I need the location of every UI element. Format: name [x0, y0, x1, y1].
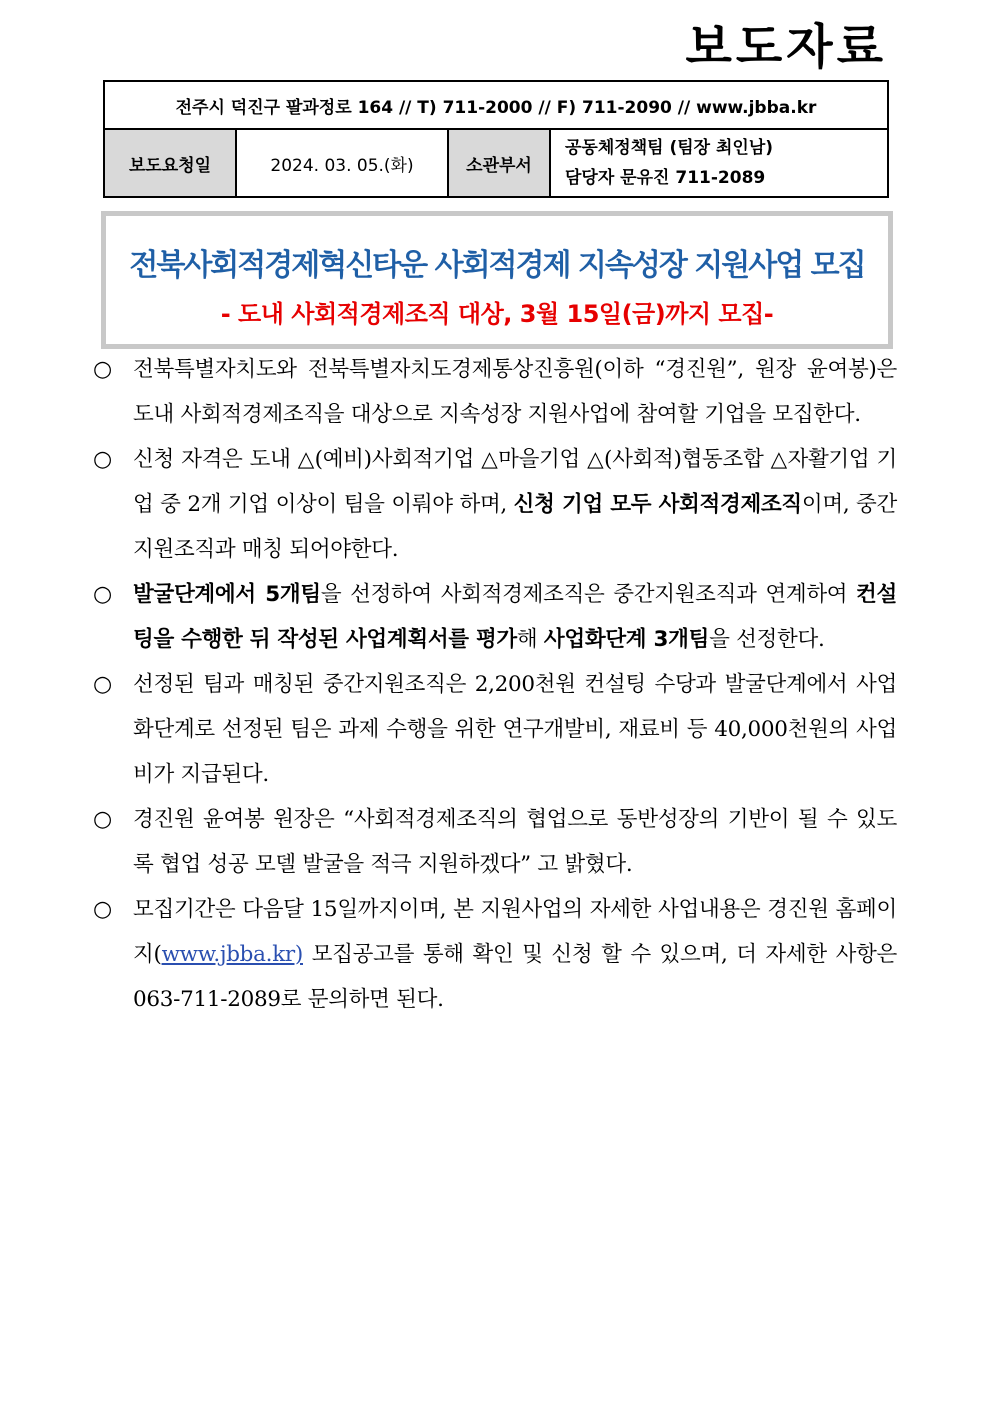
article-body	[93, 347, 897, 1022]
paragraph-text: 을 선정한다.	[709, 627, 825, 652]
contact-person: 담당자 문유진 711-2089	[565, 168, 766, 188]
paragraph-text: 이며, 중간지원조직과 매칭 되어야한다.	[133, 492, 897, 562]
paragraph-2	[93, 437, 897, 572]
bullet-circle: ○	[93, 807, 112, 832]
paragraph-text: 해	[516, 627, 544, 652]
subheadline: - 도내 사회적경제조직 대상, 3월 15일(금)까지 모집-	[220, 300, 774, 328]
paragraph-text: 신청 자격은 도내 △(예비)사회적기업 △마을기업 △(사회적)협동조합 △자활기업 기업 중 2개 기업 이상이 팀을 이뤄야 하며,	[133, 447, 897, 517]
paragraph-3	[93, 572, 897, 662]
headline: 전북사회적경제혁신타운 사회적경제 지속성장 지원사업 모집	[129, 248, 865, 283]
bullet-circle: ○	[93, 582, 112, 607]
paragraph-4	[93, 662, 897, 797]
homepage-link[interactable]: www.jbba.kr)	[161, 942, 303, 967]
headline-box	[101, 211, 893, 349]
bullet-circle: ○	[93, 897, 112, 922]
bullet-circle: ○	[93, 672, 112, 697]
team-name: 공동체정책팀 (팀장 최인남)	[565, 138, 774, 158]
bullet-circle: ○	[93, 357, 112, 382]
paragraph-5	[93, 797, 897, 887]
bullet-circle: ○	[93, 447, 112, 472]
emphasis-text: 컨설팅을 수행한 뒤 작성된 사업계획서를 평가	[133, 582, 897, 652]
emphasis-text: 사업화단계 3개팀	[543, 627, 710, 652]
emphasis-text: 발굴단계에서 5개팀	[133, 582, 321, 607]
paragraph-text: 경진원 윤여봉 원장은 “사회적경제조직의 협업으로 동반성장의 기반이 될 수 있도록 협업 성공 모델 발굴을 적극 지원하겠다” 고 밝혔다.	[133, 807, 897, 877]
paragraph-text: 모집공고를 통해 확인 및 신청 할 수 있으며, 더 자세한 사항은 063-711-2089로 문의하면 된다.	[133, 942, 897, 1012]
paragraph-text: 전북특별자치도와 전북특별자치도경제통상진흥원(이하 “경진원”, 원장 윤여봉)은 도내 사회적경제조직을 대상으로 지속성장 지원사업에 참여할 기업을 모집한다.	[133, 357, 897, 427]
department-label: 소관부서	[448, 129, 550, 197]
paragraph-text: 모집기간은 다음달 15일까지이며, 본 지원사업의 자세한 사업내용은 경진원 홈페이지(	[133, 897, 897, 967]
paragraph-1	[93, 347, 897, 437]
header-info-table	[103, 80, 889, 198]
paragraph-text: 선정된 팀과 매칭된 중간지원조직은 2,200천원 컨설팅 수당과 발굴단계에서 사업화단계로 선정된 팀은 과제 수행을 위한 연구개발비, 재료비 등 40,000천원의 사업비가 지급된다.	[133, 672, 897, 787]
paragraph-text: 을 선정하여 사회적경제조직은 중간지원조직과 연계하여	[320, 582, 857, 607]
paragraph-6	[93, 887, 897, 1022]
request-date-label: 보도요청일	[104, 129, 236, 197]
request-date: 2024. 03. 05.(화)	[236, 129, 448, 197]
address-line: 전주시 덕진구 팔과정로 164 // T) 711-2000 // F) 711-2090 // www.jbba.kr	[104, 81, 888, 129]
document-title: 보도자료	[685, 19, 887, 75]
department-contact	[550, 129, 888, 197]
emphasis-text: 신청 기업 모두 사회적경제조직	[513, 492, 802, 517]
